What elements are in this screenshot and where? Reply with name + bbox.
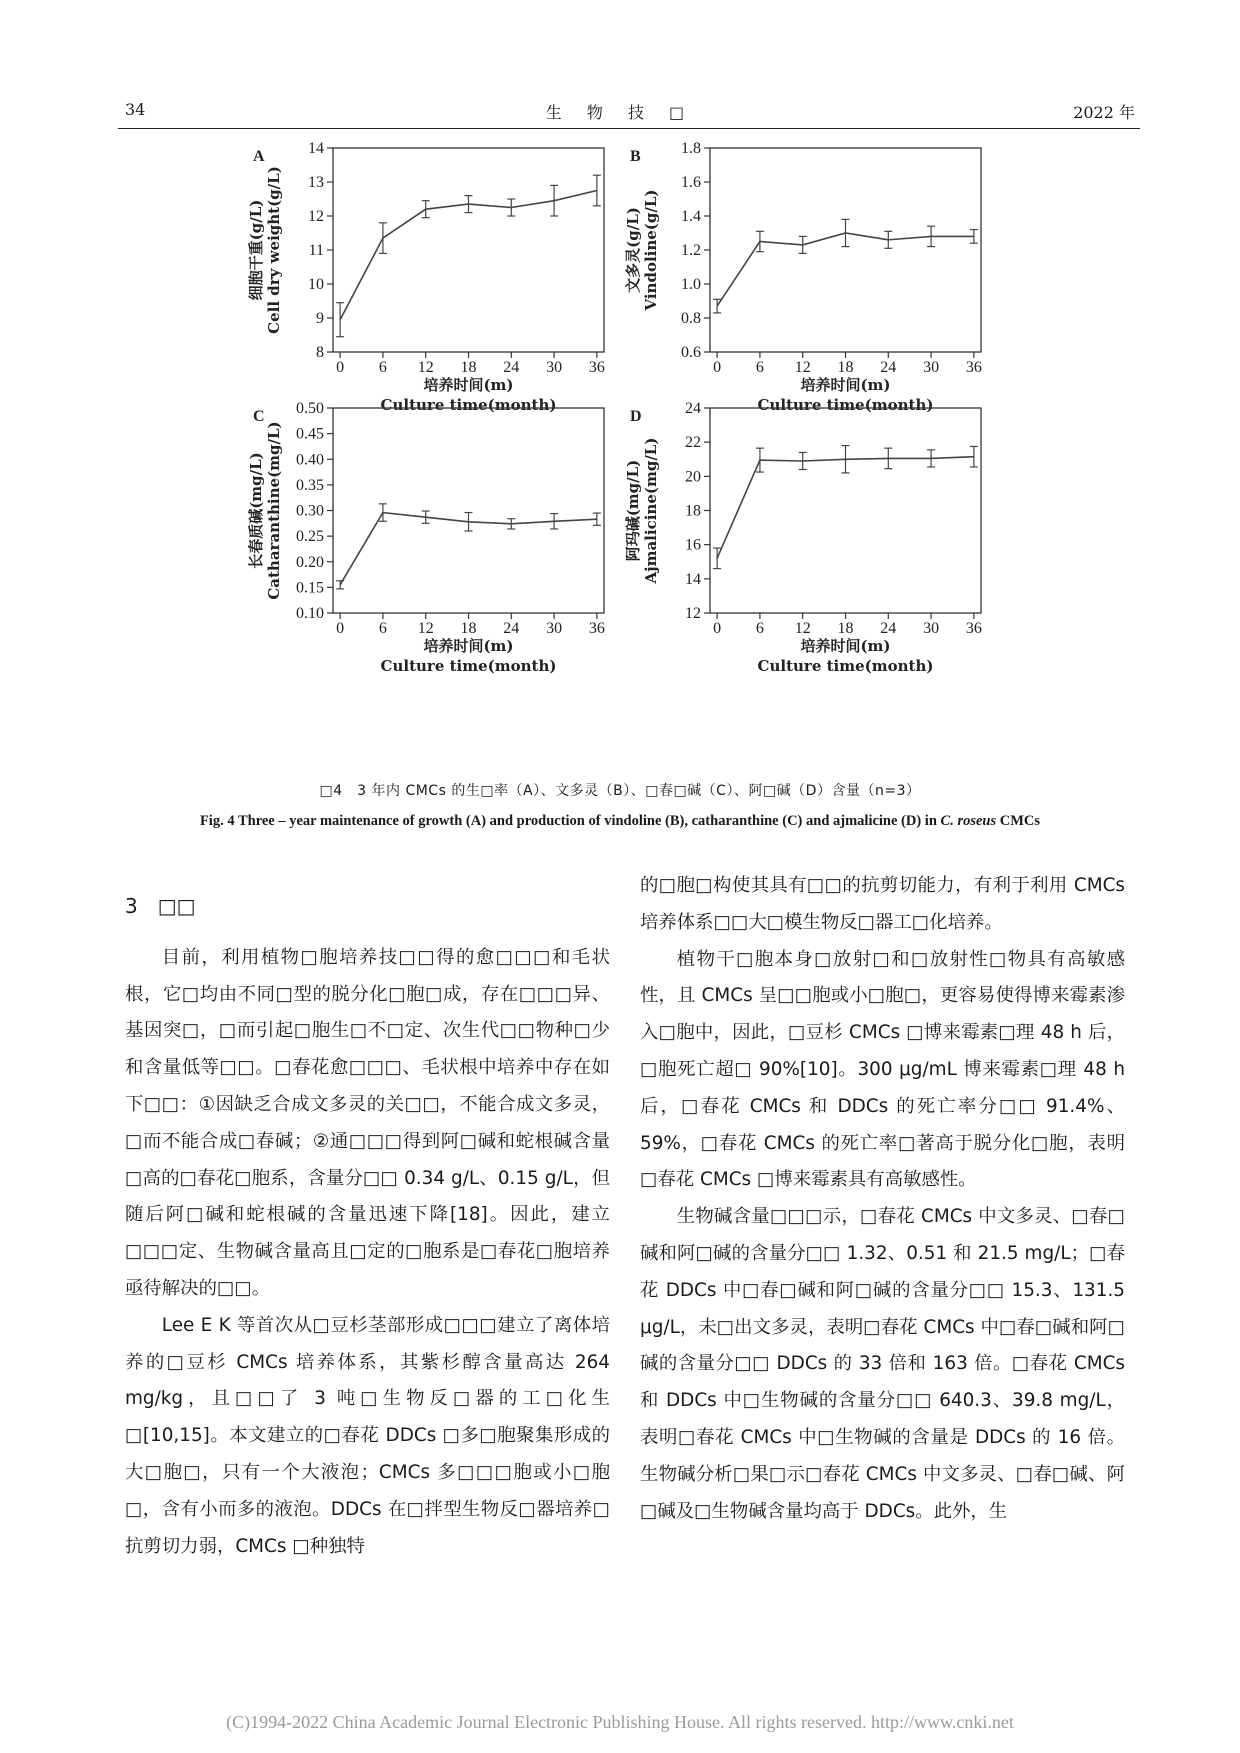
x-tick-label: 6 <box>378 359 387 376</box>
figure-4-charts <box>0 140 1240 760</box>
x-axis-label-zh: 培养时间(m) <box>800 637 891 655</box>
paragraph: 目前，利用植物□胞培养技□□得的愈□□□和毛状根，它□均由不同□型的脱分化□胞□成，存在□□□异、基因突□，□而引起□胞生□不□定、次生代□□物种□少和含量低等□□。□春花愈□□□、毛状根中培养中存在如下□□：①因缺乏合成文多灵的关□□，不能合成文多灵，□而不能合成□春碱；②通□□□得到阿□碱和蛇根碱含量□高的□春花□胞系，含量分□□ 0.34 g/L、0.15 g/L，但随后阿□碱和蛇根碱的含量迅速下降[18]。因此，建立□□□定、生物碱含量高且□定的□胞系是□春花□胞培养亟待解决的□□。 <box>125 946 610 1299</box>
y-tick-label: 0.30 <box>296 502 324 520</box>
x-tick-label: 6 <box>755 359 764 376</box>
y-tick-label: 0.45 <box>296 425 324 443</box>
x-axis-label-en: Culture time(month) <box>380 396 557 414</box>
x-axis-label-zh: 培养时间(m) <box>423 637 514 655</box>
y-tick-label: 0.6 <box>681 344 701 361</box>
y-axis-label-en: Vindoline(g/L) <box>642 189 660 311</box>
x-tick-label: 0 <box>713 359 722 376</box>
y-tick-label: 1.2 <box>681 242 701 259</box>
caption-en-species: C. roseus <box>940 813 997 829</box>
right-column <box>640 868 1125 1530</box>
x-tick-label: 36 <box>588 359 605 376</box>
y-axis-label-zh: 阿玛碱(mg/L) <box>624 459 642 562</box>
x-axis-label-zh: 培养时间(m) <box>423 376 514 394</box>
panel-label: C <box>253 408 265 425</box>
caption-en-part2: CMCs <box>996 813 1041 829</box>
y-tick-label: 0.10 <box>296 605 324 622</box>
y-tick-label: 14 <box>308 140 324 157</box>
y-tick-label: 24 <box>685 400 701 417</box>
x-tick-label: 12 <box>417 620 434 637</box>
y-tick-label: 10 <box>308 276 324 293</box>
x-tick-label: 30 <box>923 620 940 637</box>
x-tick-label: 12 <box>417 359 434 376</box>
plot-frame <box>333 408 604 613</box>
x-tick-label: 0 <box>713 620 722 637</box>
x-tick-label: 30 <box>923 359 940 376</box>
y-tick-label: 0.40 <box>296 451 324 469</box>
y-axis-label-zh: 细胞干重(g/L) <box>247 199 265 301</box>
x-tick-label: 24 <box>503 620 520 637</box>
y-tick-label: 12 <box>685 605 701 622</box>
x-tick-label: 18 <box>460 359 477 376</box>
x-tick-label: 18 <box>460 620 477 637</box>
y-tick-label: 18 <box>685 502 701 520</box>
x-tick-label: 24 <box>880 620 897 637</box>
y-tick-label: 0.15 <box>296 579 324 597</box>
x-tick-label: 36 <box>965 620 982 637</box>
plot-frame <box>710 148 981 352</box>
left-column <box>125 888 610 1565</box>
x-tick-label: 30 <box>546 620 563 637</box>
x-tick-label: 12 <box>794 359 811 376</box>
year: 2022 年 <box>1073 103 1135 122</box>
figure-caption-zh: □4 3 年内 CMCs 的生□率（A）、文多灵（B）、□春□碱（C）、阿□碱（D）含量（n=3） <box>319 783 921 799</box>
x-tick-label: 0 <box>336 620 345 637</box>
y-axis-label-en: Ajmalicine(mg/L) <box>642 437 660 584</box>
y-axis-label-en: Catharanthine(mg/L) <box>265 421 283 600</box>
section-title: 3 □□ <box>125 894 196 918</box>
x-tick-label: 36 <box>588 620 605 637</box>
y-tick-label: 13 <box>308 174 324 191</box>
y-tick-label: 14 <box>685 570 701 588</box>
figure-caption-en <box>0 813 1240 830</box>
y-tick-label: 0.50 <box>296 400 324 417</box>
y-tick-label: 20 <box>685 468 701 486</box>
x-tick-label: 18 <box>837 359 854 376</box>
plot-frame <box>710 408 981 613</box>
x-tick-label: 12 <box>794 620 811 637</box>
y-tick-label: 12 <box>308 208 324 225</box>
y-axis-label-zh: 文多灵(g/L) <box>624 207 642 293</box>
y-tick-label: 11 <box>308 242 324 259</box>
panel-label: D <box>630 408 642 425</box>
x-tick-label: 24 <box>880 359 897 376</box>
y-tick-label: 0.35 <box>296 476 324 494</box>
paragraph: 植物干□胞本身□放射□和□放射性□物具有高敏感性，且 CMCs 呈□□胞或小□胞□，更容易使得博来霉素渗入□胞中，因此，□豆杉 CMCs □博来霉素□理 48 h 后，□胞死亡超□ 90%[10]。300 μg/mL 博来霉素□理 48 h 后，□春花 CMCs 和 DDCs 的死亡率分□□ 91.4%、59%，□春花 CMCs 的死亡率□著高于脱分化□胞，表明□春花 CMCs □博来霉素具有高敏感性。 <box>640 948 1125 1191</box>
y-tick-label: 1.6 <box>681 174 701 191</box>
x-axis-label-en: Culture time(month) <box>757 396 934 414</box>
x-tick-label: 6 <box>378 620 387 637</box>
y-tick-label: 0.25 <box>296 528 324 546</box>
panel-label: B <box>630 148 641 165</box>
y-tick-label: 1.0 <box>681 276 701 293</box>
x-tick-label: 6 <box>755 620 764 637</box>
y-tick-label: 16 <box>685 536 701 554</box>
y-axis-label-zh: 长春质碱(mg/L) <box>247 452 265 569</box>
y-tick-label: 8 <box>316 344 324 361</box>
y-tick-label: 0.20 <box>296 553 324 571</box>
x-tick-label: 18 <box>837 620 854 637</box>
copyright-footer: (C)1994-2022 China Academic Journal Electronic Publishing House. All rights reserved. http://www.cnki.net <box>226 1712 1014 1732</box>
paragraph: Lee E K 等首次从□豆杉茎部形成□□□建立了离体培养的□豆杉 CMCs 培养体系，其紫杉醇含量高达 264 mg/kg，且□□了 3 吨□生物反□器的工□化生□[10,15]。本文建立的□春花 DDCs □多□胞聚集形成的大□胞□，只有一个大液泡；CMCs 多□□□胞或小□胞□，含有小而多的液泡。DDCs 在□拌型生物反□器培养□抗剪切力弱，CMCs □种独特 <box>125 1314 610 1557</box>
x-tick-label: 36 <box>965 359 982 376</box>
y-tick-label: 0.8 <box>681 310 701 327</box>
header-rule <box>118 128 1140 129</box>
x-tick-label: 30 <box>546 359 563 376</box>
caption-en-part1: Fig. 4 Three – year maintenance of growth (A) and production of vindoline (B), catharanthine (C) and ajmalicine (D) in <box>199 813 941 829</box>
x-tick-label: 0 <box>336 359 345 376</box>
y-tick-label: 1.8 <box>681 140 701 157</box>
y-tick-label: 1.4 <box>681 208 701 225</box>
x-tick-label: 24 <box>503 359 520 376</box>
journal-title: 生 物 技 □ <box>545 103 695 122</box>
x-axis-label-en: Culture time(month) <box>380 657 557 675</box>
page-number: 34 <box>125 100 146 119</box>
x-axis-label-en: Culture time(month) <box>757 657 934 675</box>
x-axis-label-zh: 培养时间(m) <box>800 376 891 394</box>
paragraph: 生物碱含量□□□示，□春花 CMCs 中文多灵、□春□碱和阿□碱的含量分□□ 1.32、0.51 和 21.5 mg/L；□春花 DDCs 中□春□碱和阿□碱的含量分□□ 15.3、131.5 μg/L，未□出文多灵，表明□春花 CMCs 中□春□碱和阿□碱的含量分□□ DDCs 的 33 倍和 163 倍。□春花 CMCs 和 DDCs 中□生物碱的含量分□□ 640.3、39.8 mg/L，表明□春花 CMCs 中□生物碱的含量是 DDCs 的 16 倍。生物碱分析□果□示□春花 CMCs 中文多灵、□春□碱、阿□碱及□生物碱含量均高于 DDCs。此外，生 <box>640 1206 1125 1522</box>
y-tick-label: 22 <box>685 434 701 452</box>
y-axis-label-en: Cell dry weight(g/L) <box>265 166 283 334</box>
paragraph: 的□胞□构使其具有□□的抗剪切能力，有利于利用 CMCs 培养体系□□大□模生物反□器工□化培养。 <box>640 875 1125 933</box>
panel-label: A <box>253 148 265 165</box>
plot-frame <box>333 148 604 352</box>
y-tick-label: 9 <box>316 310 324 327</box>
